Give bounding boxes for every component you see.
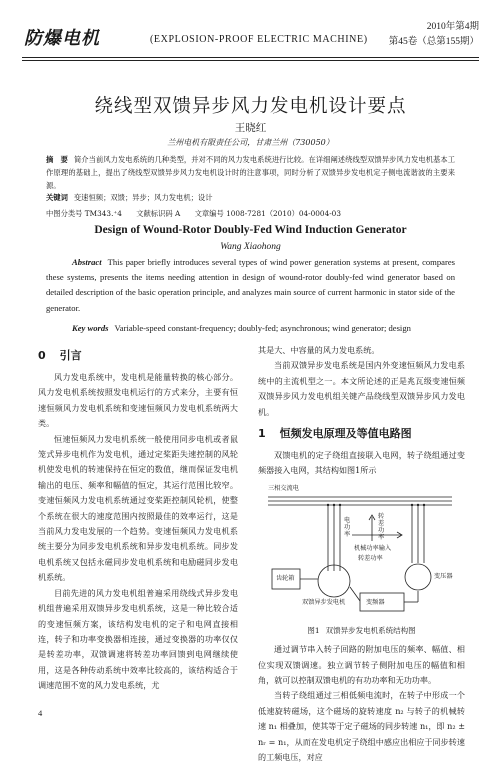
classification-line — [46, 209, 353, 219]
keywords-zh — [46, 193, 213, 203]
clc-number: 中图分类号 TM343.⁺4 — [46, 209, 122, 218]
section-1-title: 恒频发电原理及等值电路图 — [279, 427, 412, 441]
section-0-paragraph-3: 目前先进的风力发电机组普遍采用绕线式异步发电机组普遍采用双馈异步发电机系统，这是一种比较合适的变速恒频方案，该结构发电机的定子和电网直接相连，转子和功率变换器相连接，通过变换器的功率仅仅是转差功率，双馈调速将转差功率回馈到电网继续使用，这是各种传动系统中效率比较高的，该结构适合于调速范围不宽的风力发电系统，尤 — [38, 587, 238, 691]
header-rule-thin — [22, 60, 479, 61]
figure-1-caption — [258, 623, 465, 638]
figure-1-diagram — [262, 483, 458, 619]
paper-title-en: Design of Wound-Rotor Doubly-Fed Wind Induction Generator — [94, 224, 407, 236]
journal-header — [22, 14, 479, 56]
figure-label-transformer: 变压器 — [434, 572, 453, 580]
body-column-left — [38, 348, 238, 694]
author-zh: 王晓红 — [234, 122, 267, 134]
section-1-paragraph-3: 当转子绕组通过三相低频电流时，在转子中形成一个低速旋转磁场，这个磁场的旋转速度 n₂ 与转子的机械转速 n₁ 相叠加，使其等于定子磁场的同步转速 n₁，即 n₂ ± nᵣ = n₁，从而在发电机定子绕组中感应出相应于同步转速的工频电压，对应 — [258, 690, 465, 763]
abstract-zh-label: 摘 要 — [46, 155, 68, 164]
abstract-en-text: This paper briefly introduces several types of wind power generation systems at present, compares these systems, presents the items needing attention in design of wound-rotor doubly-fed wind generator based on detailed description of the basic operation principle, and analyzes main source of current harmonic in stator side of the generator. — [46, 257, 455, 313]
figure-label-generator: 双馈异步发电机 — [302, 598, 346, 606]
journal-volume: 第45卷（总第155期） — [388, 37, 479, 47]
abstract-en — [46, 255, 455, 316]
keywords-en-text: Variable-speed constant-frequency; doubly-fed; asynchronous; wind generator; design — [114, 323, 411, 333]
figure-1-caption-number: 图1 — [307, 625, 320, 635]
keywords-zh-label: 关键词 — [46, 193, 68, 202]
section-0-paragraph-1: 风力发电系统中，发电机是能量转换的核心部分。风力发电机系统按照发电机运行的方式来分，主要有恒速恒频风力发电机系统和变速恒频风力发电机系统两大类。 — [38, 372, 238, 429]
keywords-en-label: Key words — [72, 323, 109, 333]
section-0-paragraph-2: 恒速恒频风力发电机系统一般使用同步电机或者鼠笼式异步电机作为发电机，通过定桨距失速控制的风轮机使发电机的转速保持在恒定的数值，继而保证发电机输出的电压、频率和幅值的恒定，其运行范围比较窄。变速恒频风力发电机系统通过变桨距控制风轮机，使整个系统在很大的速度范围内按照最佳的效率运行，这是当前风力发电发展的一个趋势。变速恒频风力发电机系统主要分为同步发电机系统和异步发电机系统。同步发电机系统又包括永磁同步发电机系统和电励磁同步发电机系统。 — [38, 433, 238, 583]
keywords-zh-text: 变速恒频；双馈；异步；风力发电机；设计 — [73, 193, 213, 202]
section-1-heading — [258, 426, 465, 442]
figure-label-rotor-power: 转差功率 — [378, 512, 385, 541]
affiliation-zh: 兰州电机有限责任公司，甘肃兰州（730050） — [167, 138, 334, 147]
article-number: 文章编号 1008-7281（2010）04-0004-03 — [194, 209, 341, 218]
rotor-to-converter-line — [350, 587, 360, 601]
section-1-number: 1 — [258, 427, 266, 441]
paragraph-continuation: 其是大、中容量的风力发电系统。 — [258, 345, 380, 355]
document-code: 文献标识码 A — [136, 209, 181, 218]
figure-1-caption-text: 双馈异步发电机系统结构图 — [325, 625, 416, 635]
section-1-paragraph-2: 通过调节串入转子回路的附加电压的频率、幅值、相位实现双馈调速。独立调节转子侧附加电压的幅值和相角，就可以控制双馈电机的有功功率和无功功率。 — [258, 644, 465, 686]
keywords-en — [46, 321, 455, 336]
figure-label-converter: 变频器 — [366, 598, 385, 606]
abstract-zh — [46, 153, 455, 192]
figure-label-mech-input: 机械功率输入 — [354, 544, 392, 552]
body-column-right — [258, 343, 465, 766]
section-1-paragraph-1: 双馈电机的定子绕组直接联入电网，转子绕组通过变频器接入电网，其结构如图1所示 — [258, 450, 465, 476]
paper-title-zh: 绕线型双馈异步风力发电机设计要点 — [94, 96, 407, 117]
transformer-circle — [405, 564, 431, 590]
figure-label-gearbox: 齿轮箱 — [276, 574, 295, 582]
journal-english-name: (EXPLOSION-PROOF ELECTRIC MACHINE) — [150, 34, 368, 45]
section-0-number: 0 — [38, 349, 46, 362]
figure-label-stator-power: 电功率 — [344, 516, 351, 538]
journal-year-issue: 2010年第4期 — [426, 22, 479, 32]
section-0-heading — [38, 348, 238, 364]
author-en: Wang Xiaohong — [220, 242, 281, 252]
abstract-zh-text: 简介当前风力发电系统的几种类型，并对不同的风力发电系统进行比较。在详细阐述绕线型双馈异步风力发电机基本工作原理的基础上，提出了绕线型双馈异步风力发电机设计时的注意事项，同时分析了双馈异步发电机定子侧电流谐波的主要来源。 — [46, 155, 455, 190]
header-rule-thick — [22, 57, 479, 58]
figure-label-rotor-control: 转差功率 — [358, 554, 383, 562]
figure-label-grid: 三相交流电 — [268, 484, 299, 492]
page-number: 4 — [38, 708, 43, 718]
section-0-title: 引言 — [59, 349, 82, 362]
paragraph-intro-dfig: 当前双馈异步发电系统是国内外变速恒频风力发电系统中的主流机型之一。本文所论述的正是兆瓦级变速恒频双馈异步风力发电机组关键产品绕线型双馈异步风力发电机。 — [258, 360, 465, 417]
journal-logo: 防爆电机 — [24, 28, 100, 49]
abstract-en-label: Abstract — [72, 257, 102, 267]
